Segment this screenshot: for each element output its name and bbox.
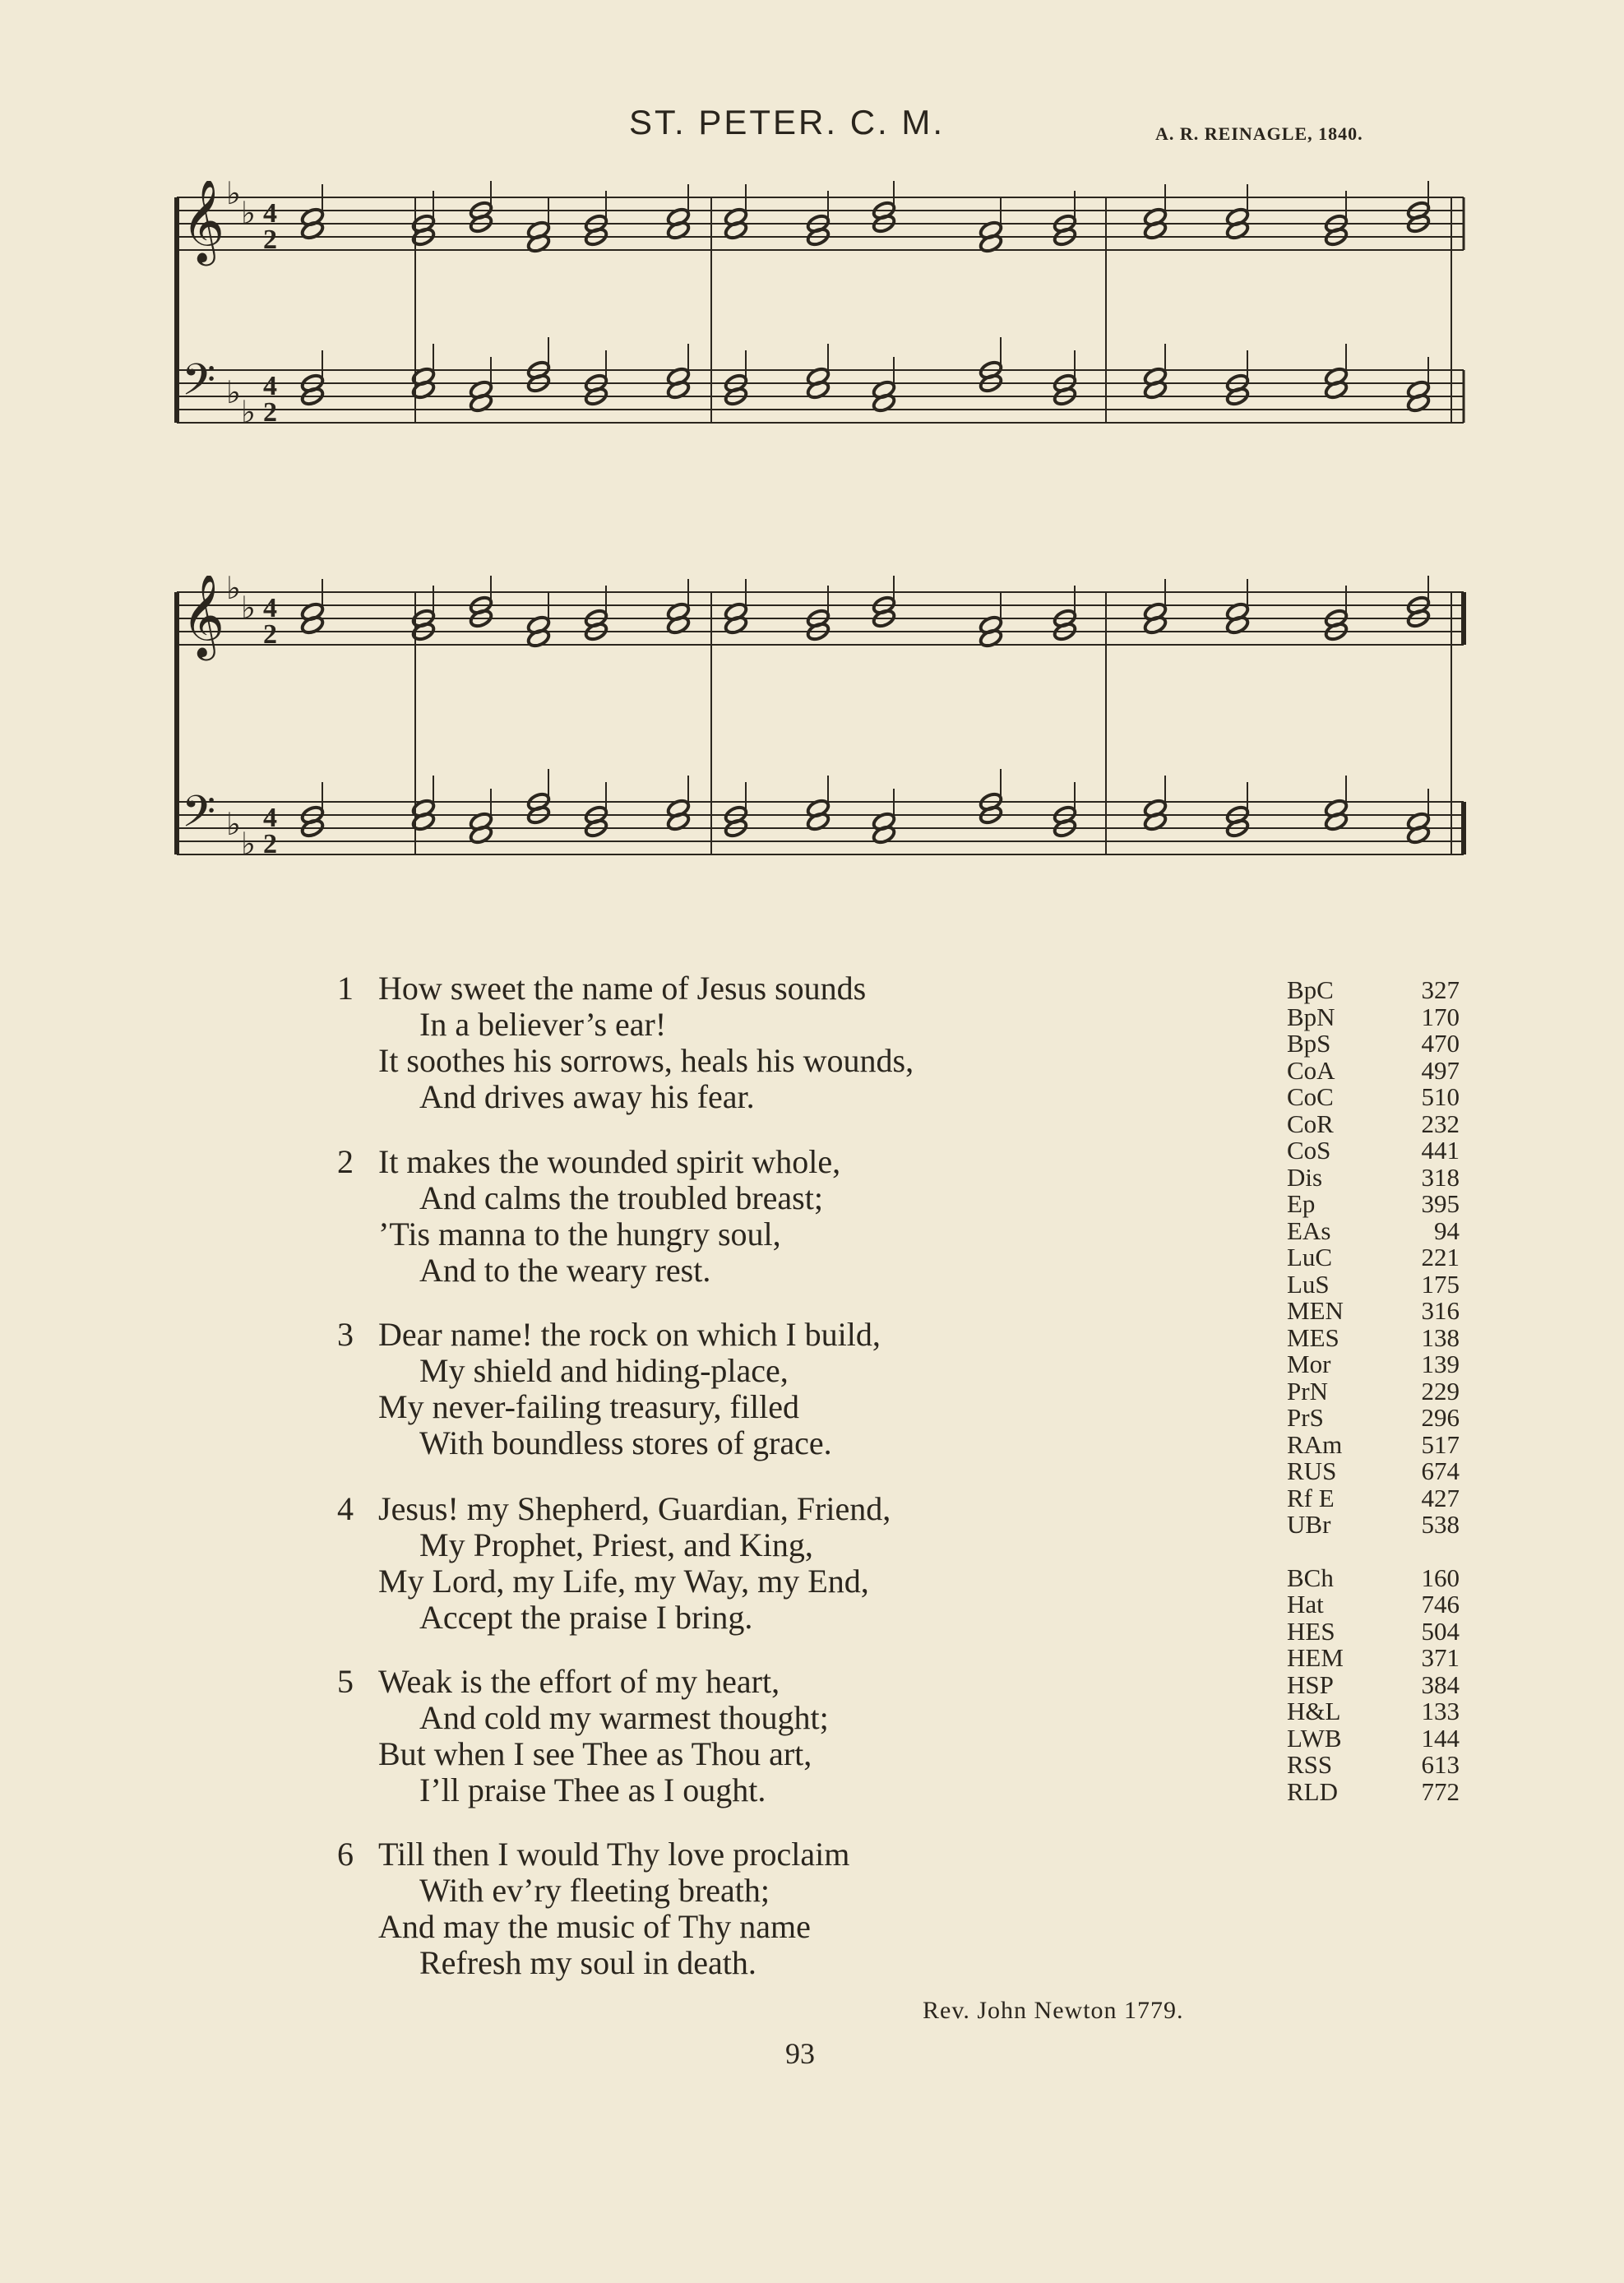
lyric-line: Refresh my soul in death. (419, 1944, 756, 1981)
code-row (1287, 1485, 1460, 1512)
hymnal-code: MEN (1287, 1296, 1344, 1325)
lyric-line: Jesus! my Shepherd, Guardian, Friend, (378, 1490, 891, 1527)
flat-sign: ♭ (241, 195, 256, 231)
hymnal-code: CoS (1287, 1136, 1331, 1165)
music-system-1 (169, 181, 1476, 477)
hymnal-code: BpS (1287, 1029, 1331, 1058)
hymnal-code: LuS (1287, 1269, 1330, 1299)
hymn-number: 133 (1421, 1697, 1460, 1725)
code-group-2 (1287, 1565, 1460, 1806)
lyric-line: With boundless stores of grace. (419, 1424, 832, 1461)
lyric-line: And calms the troubled breast; (419, 1179, 823, 1216)
code-row (1287, 977, 1460, 1004)
hymn-title: ST. PETER. C. M. (629, 103, 946, 141)
code-row (1287, 1645, 1460, 1672)
hymnal-code: Dis (1287, 1162, 1323, 1192)
stanza-number: 5 (337, 1663, 354, 1700)
stanza-4 (337, 1490, 891, 1636)
hymn-number: 613 (1421, 1750, 1460, 1779)
flat-sign: ♭ (226, 181, 241, 211)
time-signature: 4 (263, 803, 277, 833)
time-signature: 2 (263, 829, 277, 859)
code-row (1287, 1030, 1460, 1058)
hymn-number: 138 (1421, 1322, 1460, 1352)
stanza-1 (337, 970, 914, 1115)
hymn-number: 327 (1421, 975, 1460, 1004)
code-row (1287, 1378, 1460, 1405)
bass-clef: 𝄢 (182, 787, 216, 848)
code-row (1287, 1055, 1460, 1085)
lyric-line: It makes the wounded spirit whole, (378, 1143, 841, 1180)
flat-sign: ♭ (241, 590, 256, 626)
hymnal-code: HEM (1287, 1643, 1344, 1672)
code-row (1287, 1512, 1460, 1539)
hymn-number: 139 (1421, 1350, 1460, 1378)
hymnal-code: MES (1287, 1322, 1339, 1352)
lyric-line: Accept the praise I bring. (419, 1599, 753, 1636)
code-row (1287, 1084, 1460, 1111)
code-row (1287, 1669, 1460, 1699)
treble-clef: 𝄞 (182, 181, 225, 262)
hymn-number: 497 (1421, 1055, 1460, 1085)
code-row (1287, 1618, 1460, 1646)
hymn-number: 318 (1421, 1162, 1460, 1192)
code-row (1287, 1218, 1460, 1245)
hymn-number: 232 (1421, 1109, 1460, 1138)
code-row (1287, 1351, 1460, 1378)
stanza-number: 6 (337, 1836, 354, 1873)
hymnal-code: RLD (1287, 1776, 1338, 1806)
stanza-number: 2 (337, 1143, 354, 1180)
treble-clef: 𝄞 (182, 576, 225, 657)
hymn-number: 510 (1421, 1082, 1460, 1111)
hymn-number: 160 (1421, 1563, 1460, 1592)
hymn-number: 746 (1421, 1590, 1460, 1618)
code-row (1287, 1244, 1460, 1271)
hymn-number: 175 (1421, 1269, 1460, 1299)
lyric-line: And may the music of Thy name (378, 1908, 811, 1945)
flat-sign: ♭ (226, 806, 241, 842)
code-row (1287, 1004, 1460, 1031)
hymnal-code: Mor (1287, 1350, 1331, 1378)
code-row (1287, 1752, 1460, 1779)
lyric-line: With ev’ry fleeting breath; (419, 1872, 770, 1909)
code-row (1287, 1591, 1460, 1618)
code-row (1287, 1698, 1460, 1725)
lyric-line: My Lord, my Life, my Way, my End, (378, 1563, 869, 1600)
stanza-number: 1 (337, 970, 354, 1007)
stanza-6 (337, 1836, 850, 1981)
hymnal-code: BpC (1287, 975, 1334, 1004)
hymnal-code: H&L (1287, 1697, 1341, 1725)
hymnal-code: Rf E (1287, 1483, 1335, 1512)
hymnal-code: PrS (1287, 1403, 1324, 1432)
lyric-line: But when I see Thee as Thou art, (378, 1735, 812, 1772)
hymnal-code: CoA (1287, 1055, 1335, 1085)
bass-clef: 𝄢 (182, 355, 216, 416)
hymnal-code: HSP (1287, 1669, 1334, 1699)
stanza-3 (337, 1316, 881, 1461)
code-row (1287, 1405, 1460, 1432)
code-row (1287, 1298, 1460, 1325)
hymnal-code: EAs (1287, 1216, 1331, 1245)
hymn-number: 144 (1421, 1723, 1460, 1753)
hymn-number: 296 (1421, 1403, 1460, 1432)
hymnal-code: HES (1287, 1616, 1335, 1646)
lyric-line: And cold my warmest thought; (419, 1699, 829, 1736)
hymnal-code: Ep (1287, 1189, 1316, 1218)
time-signature: 2 (263, 397, 277, 428)
hymn-number: 395 (1421, 1189, 1460, 1218)
music-system-2 (169, 576, 1476, 921)
hymn-number: 221 (1421, 1243, 1460, 1271)
lyric-line: Dear name! the rock on which I build, (378, 1316, 881, 1353)
flat-sign: ♭ (241, 394, 256, 430)
code-row (1287, 1137, 1460, 1165)
composer-credit: A. R. REINAGLE, 1840. (1155, 123, 1363, 144)
stanza-number: 3 (337, 1316, 354, 1353)
hymn-number: 517 (1421, 1429, 1460, 1459)
code-row (1287, 1162, 1460, 1192)
lyric-line: Till then I would Thy love proclaim (378, 1836, 850, 1873)
hymn-number: 229 (1421, 1376, 1460, 1405)
hymn-number: 538 (1421, 1510, 1460, 1539)
code-row (1287, 1271, 1460, 1299)
hymn-number: 384 (1421, 1669, 1460, 1699)
lyric-line: Weak is the effort of my heart, (378, 1663, 780, 1700)
lyricist-credit: Rev. John Newton 1779. (923, 1997, 1184, 2024)
hymnal-code: BpN (1287, 1002, 1335, 1031)
lyric-line: My never-failing treasury, filled (378, 1388, 799, 1425)
lyric-line: My shield and hiding-place, (419, 1352, 789, 1389)
stanza-5 (337, 1663, 829, 1808)
time-signature: 4 (263, 371, 277, 401)
hymn-number: 504 (1421, 1616, 1460, 1646)
hymnal-code: LuC (1287, 1243, 1333, 1271)
hymnal-code: CoR (1287, 1109, 1334, 1138)
hymnal-code: LWB (1287, 1723, 1342, 1753)
flat-sign: ♭ (226, 374, 241, 410)
hymn-number: 170 (1421, 1002, 1460, 1031)
hymn-number: 772 (1421, 1776, 1460, 1806)
lyric-line: In a believer’s ear! (419, 1006, 667, 1043)
hymn-number: 427 (1421, 1483, 1460, 1512)
hymnal-code: BCh (1287, 1563, 1334, 1592)
hymn-number: 441 (1421, 1136, 1460, 1165)
code-row (1287, 1776, 1460, 1806)
code-row (1287, 1429, 1460, 1459)
lyric-line: And drives away his fear. (419, 1078, 755, 1115)
hymnal-code: PrN (1287, 1376, 1328, 1405)
code-group-1 (1287, 977, 1460, 1539)
lyric-line: My Prophet, Priest, and King, (419, 1526, 813, 1563)
time-signature: 4 (263, 198, 277, 229)
lyric-line: How sweet the name of Jesus sounds (378, 970, 867, 1007)
lyric-line: I’ll praise Thee as I ought. (419, 1771, 766, 1808)
code-row (1287, 1725, 1460, 1753)
time-signature: 2 (263, 225, 277, 255)
lyric-line: And to the weary rest. (419, 1252, 711, 1289)
hymn-number: 674 (1421, 1456, 1460, 1485)
stanza-number: 4 (337, 1490, 354, 1527)
flat-sign: ♭ (226, 576, 241, 606)
hymn-number: 470 (1421, 1029, 1460, 1058)
flat-sign: ♭ (241, 826, 256, 862)
hymnal-reference-codes (1287, 977, 1460, 1805)
lyric-line: It soothes his sorrows, heals his wounds, (378, 1042, 914, 1079)
hymnal-code: UBr (1287, 1510, 1331, 1539)
hymn-number: 94 (1434, 1216, 1460, 1245)
code-row (1287, 1111, 1460, 1138)
time-signature: 4 (263, 593, 277, 623)
hymnal-code: Hat (1287, 1590, 1324, 1618)
hymnal-code: RSS (1287, 1750, 1333, 1779)
hymnal-code: CoC (1287, 1082, 1334, 1111)
code-row (1287, 1191, 1460, 1218)
page-number: 93 (785, 2037, 815, 2070)
code-row (1287, 1565, 1460, 1592)
hymn-number: 371 (1421, 1643, 1460, 1672)
hymnal-code: RAm (1287, 1429, 1343, 1459)
stanza-2 (337, 1143, 841, 1289)
lyric-line: ’Tis manna to the hungry soul, (378, 1216, 781, 1253)
hymn-number: 316 (1421, 1296, 1460, 1325)
code-row (1287, 1322, 1460, 1352)
hymnal-code: RUS (1287, 1456, 1337, 1485)
time-signature: 2 (263, 619, 277, 650)
code-row (1287, 1458, 1460, 1485)
